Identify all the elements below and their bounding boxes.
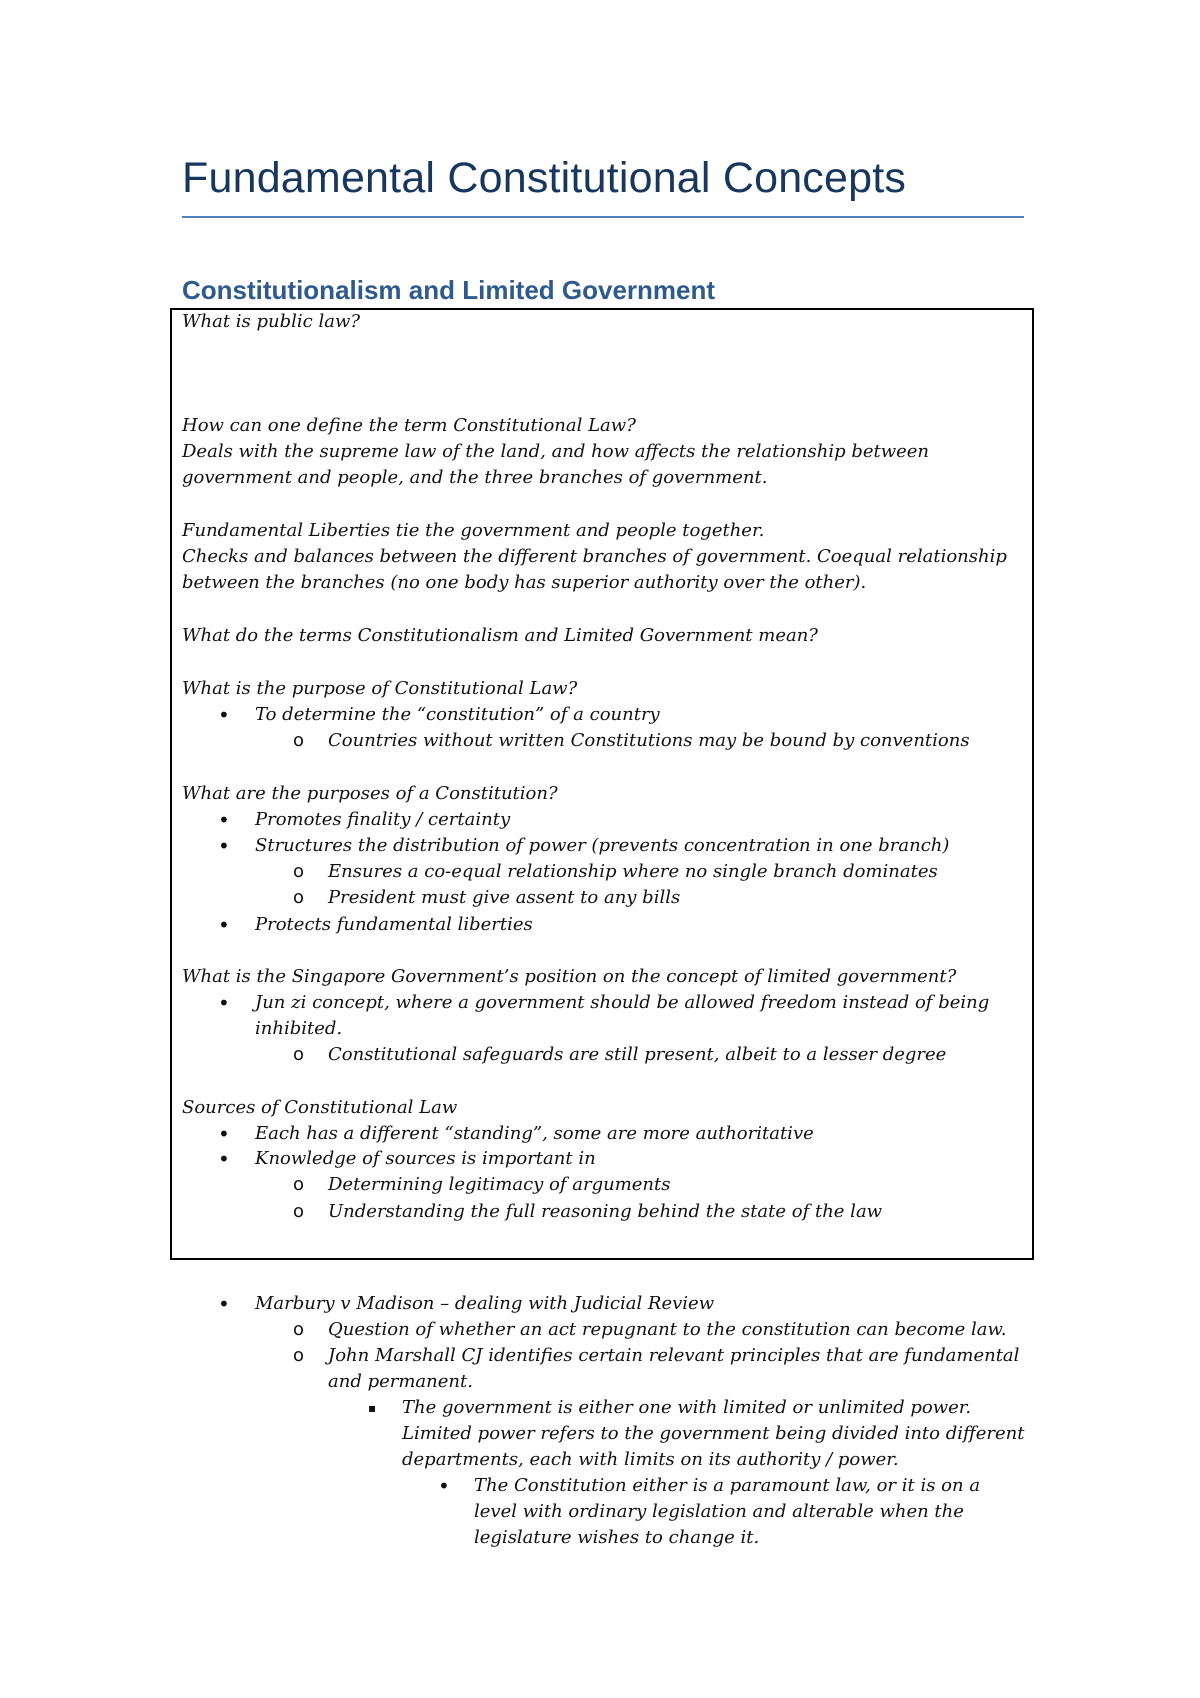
list-item-continuation: departments, each with limits on its authority / power.	[402, 1449, 899, 1470]
list-item-continuation: level with ordinary legislation and alterable when the	[474, 1501, 964, 1522]
list-item-continuation: Limited power refers to the government being divided into different	[402, 1423, 1025, 1444]
sub-bullet-marker: o	[293, 1345, 305, 1366]
list-item-continuation: legislature wishes to change it.	[474, 1527, 760, 1548]
page-title: Fundamental Constitutional Concepts	[182, 154, 907, 202]
list-item: Countries without written Constitutions may be bound by conventions	[328, 730, 970, 751]
list-item: John Marshall CJ identifies certain relevant principles that are fundamental	[328, 1345, 1020, 1366]
question-purposes-constitution: What are the purposes of a Constitution?	[182, 783, 558, 804]
list-item: The government is either one with limited or unlimited power.	[402, 1397, 972, 1418]
list-item: Protects fundamental liberties	[255, 914, 533, 935]
square-bullet-marker: ▪	[368, 1401, 377, 1415]
section-heading: Constitutionalism and Limited Government	[182, 275, 716, 305]
answer-line: Fundamental Liberties tie the government and people together.	[182, 520, 765, 541]
list-item: Determining legitimacy of arguments	[328, 1174, 671, 1195]
sources-heading: Sources of Constitutional Law	[182, 1097, 458, 1118]
bullet-marker: •	[218, 834, 230, 858]
list-item: Constitutional safeguards are still present, albeit to a lesser degree	[328, 1044, 947, 1065]
list-item: Each has a different “standing”, some are more authoritative	[255, 1123, 814, 1144]
bullet-marker: •	[218, 1147, 230, 1171]
sub-bullet-marker: o	[293, 730, 305, 751]
sub-bullet-marker: o	[293, 887, 305, 908]
answer-line: Checks and balances between the different branches of government. Coequal relationship	[182, 546, 1007, 567]
list-item: Understanding the full reasoning behind the state of the law	[328, 1201, 883, 1222]
sub-bullet-marker: o	[293, 861, 305, 882]
list-item: Ensures a co-equal relationship where no single branch dominates	[328, 861, 938, 882]
sub-bullet-marker: o	[293, 1044, 305, 1065]
list-item: President must give assent to any bills	[328, 887, 681, 908]
list-item: Jun zi concept, where a government should be allowed freedom instead of being	[255, 992, 990, 1013]
bullet-marker: •	[218, 703, 230, 727]
bullet-marker: •	[218, 1122, 230, 1146]
list-item: The Constitution either is a paramount law, or it is on a	[474, 1475, 981, 1496]
bullet-marker: •	[218, 913, 230, 937]
list-item: Promotes finality / certainty	[255, 809, 511, 830]
bullet-marker: •	[218, 1292, 230, 1316]
list-item-continuation: and permanent.	[328, 1371, 473, 1392]
question-public-law: What is public law?	[182, 311, 360, 332]
question-terms: What do the terms Constitutionalism and Limited Government mean?	[182, 625, 818, 646]
question-purpose-constitutional-law: What is the purpose of Constitutional Law?	[182, 678, 578, 699]
bullet-marker: •	[218, 808, 230, 832]
question-singapore: What is the Singapore Government’s position on the concept of limited government?	[182, 966, 957, 987]
list-item: Question of whether an act repugnant to the constitution can become law.	[328, 1319, 1007, 1340]
list-item-continuation: inhibited.	[255, 1018, 343, 1039]
list-item-marbury: Marbury v Madison – dealing with Judicial Review	[255, 1293, 715, 1314]
answer-line: government and people, and the three branches of government.	[182, 467, 768, 488]
sub-bullet-marker: o	[293, 1201, 305, 1222]
list-item: Structures the distribution of power (prevents concentration in one branch)	[255, 835, 950, 856]
bullet-marker: •	[438, 1474, 450, 1498]
answer-line: Deals with the supreme law of the land, and how affects the relationship between	[182, 441, 930, 462]
bullet-marker: •	[218, 991, 230, 1015]
answer-line: between the branches (no one body has superior authority over the other).	[182, 572, 867, 593]
question-define-constitutional-law: How can one define the term Constitutional Law?	[182, 415, 636, 436]
list-item: Knowledge of sources is important in	[255, 1148, 596, 1169]
sub-bullet-marker: o	[293, 1319, 305, 1340]
list-item: To determine the “constitution” of a country	[255, 704, 660, 725]
title-underline	[182, 216, 1024, 218]
sub-bullet-marker: o	[293, 1174, 305, 1195]
